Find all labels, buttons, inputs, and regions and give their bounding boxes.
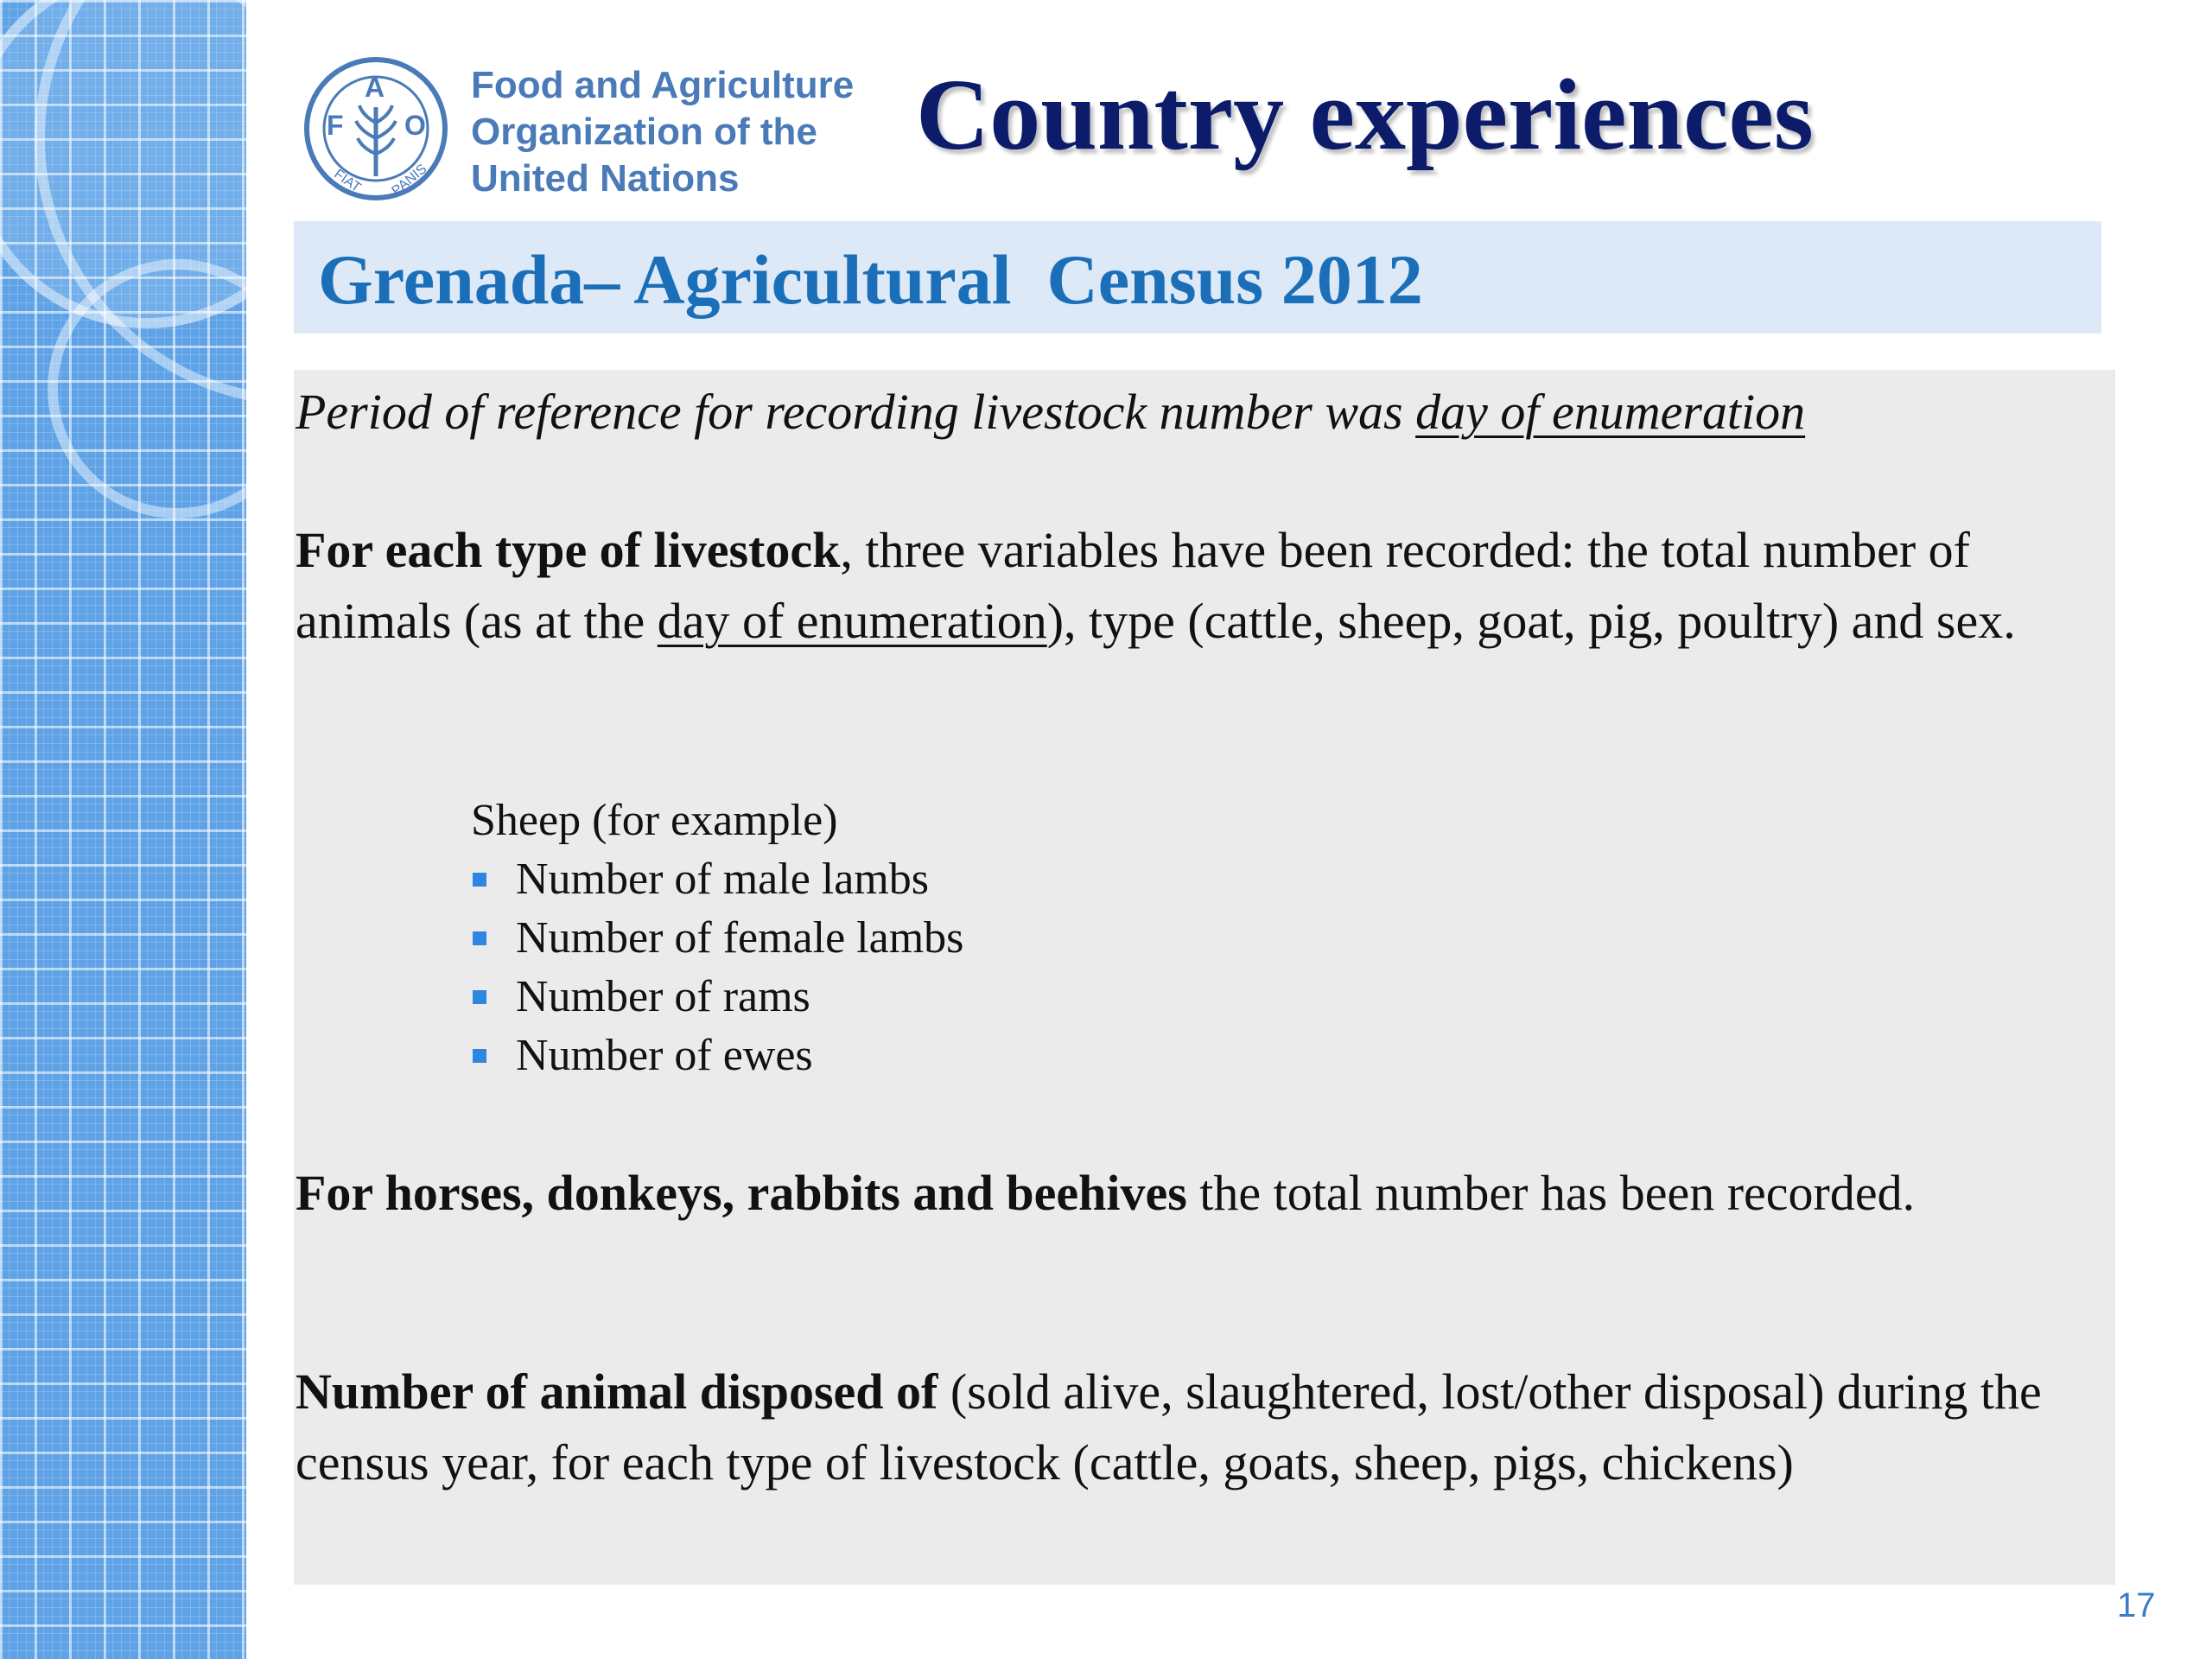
livestock-underlined: day of enumeration bbox=[657, 593, 1047, 649]
svg-text:PANIS: PANIS bbox=[389, 161, 430, 200]
disposed-bold: Number of animal disposed of bbox=[296, 1363, 938, 1420]
example-list bbox=[471, 850, 963, 1085]
horses-text: the total number has been recorded. bbox=[1186, 1165, 1916, 1221]
bullet-icon bbox=[473, 873, 486, 887]
list-item-text: Number of female lambs bbox=[516, 913, 964, 963]
period-paragraph bbox=[296, 377, 1805, 448]
period-text: Period of reference for recording livestock number was bbox=[296, 384, 1416, 440]
organization-name-line: Food and Agriculture bbox=[471, 64, 855, 106]
fao-logo-icon bbox=[302, 55, 449, 202]
bullet-icon bbox=[473, 931, 486, 945]
livestock-bold: For each type of livestock bbox=[296, 522, 841, 578]
horses-bold: For horses, donkeys, rabbits and beehives bbox=[296, 1165, 1187, 1221]
svg-text:F: F bbox=[327, 110, 344, 141]
subtitle-bar bbox=[294, 221, 2101, 334]
livestock-paragraph bbox=[296, 515, 2101, 657]
organization-name-line: Organization of the bbox=[471, 111, 817, 153]
livestock-text-2: ), type (cattle, sheep, goat, pig, poultry) and sex. bbox=[1046, 593, 2016, 649]
period-underlined: day of enumeration bbox=[1415, 384, 1806, 440]
list-item-text: Number of male lambs bbox=[516, 855, 929, 904]
slide-number: 17 bbox=[2117, 1586, 2156, 1624]
list-item bbox=[471, 1027, 963, 1085]
organization-name bbox=[471, 62, 854, 202]
list-item bbox=[471, 850, 963, 909]
bullet-icon bbox=[473, 1049, 486, 1063]
subtitle: Grenada– Agricultural Census 2012 bbox=[318, 240, 1423, 319]
example-heading: Sheep (for example) bbox=[471, 796, 838, 845]
svg-text:O: O bbox=[404, 110, 426, 141]
disposed-text: (sold alive, slaughtered, lost/other disposal) during the census year, for each type of livestock (cattle, goats, sheep, pigs, chickens) bbox=[296, 1363, 2042, 1491]
bullet-icon bbox=[473, 990, 486, 1004]
list-item-text: Number of ewes bbox=[516, 1031, 813, 1080]
svg-text:FIAT: FIAT bbox=[331, 167, 364, 196]
organization-name-line: United Nations bbox=[471, 157, 740, 200]
svg-text:A: A bbox=[365, 72, 385, 103]
list-item-text: Number of rams bbox=[516, 972, 810, 1021]
list-item bbox=[471, 909, 963, 968]
page-title: Country experiences bbox=[916, 58, 1814, 171]
list-item bbox=[471, 968, 963, 1027]
disposed-paragraph bbox=[296, 1357, 2101, 1498]
decorative-side-band bbox=[0, 0, 246, 1659]
livestock-text-1: , three variables have been recorded: the total number of animals (as at the bbox=[296, 522, 1970, 649]
content-box bbox=[294, 370, 2115, 1585]
horses-paragraph bbox=[296, 1158, 2101, 1229]
